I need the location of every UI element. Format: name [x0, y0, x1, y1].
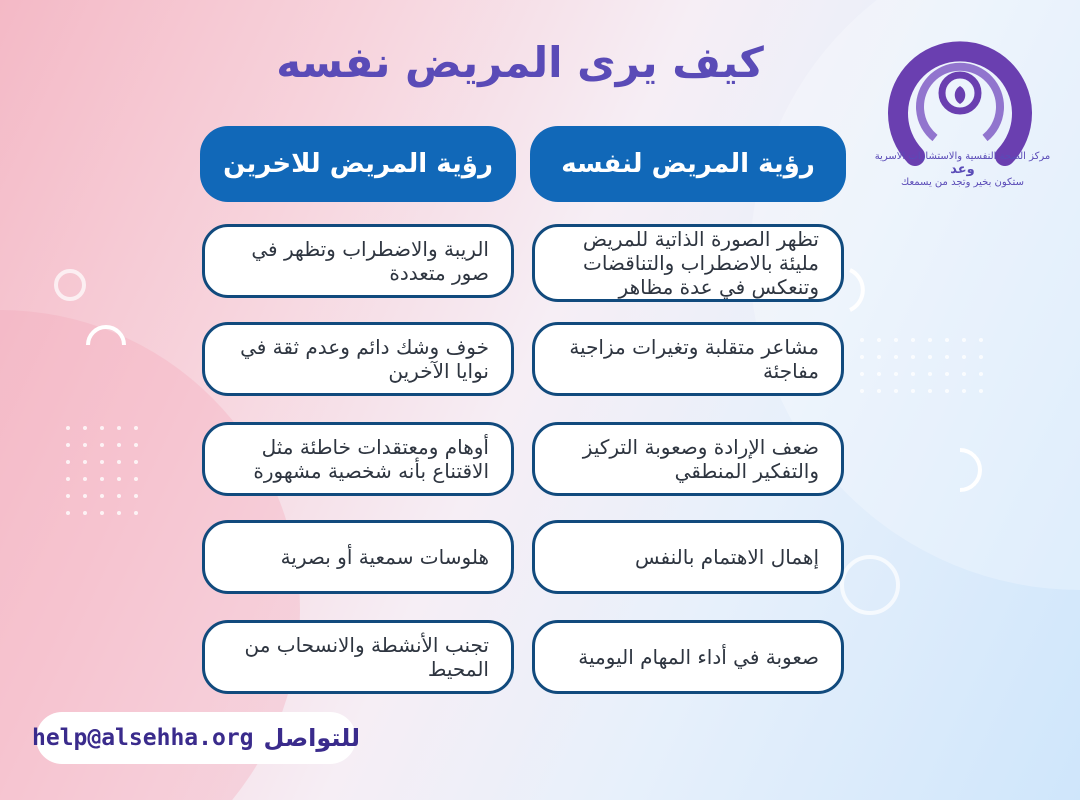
logo-slogan: ستكون بخير وتجد من يسمعك: [901, 177, 1024, 188]
others-item-1: الريبة والاضطراب وتظهر في صور متعددة: [202, 224, 514, 298]
contact-label: للتواصل: [263, 724, 361, 752]
others-item-5: تجنب الأنشطة والانسحاب من المحيط: [202, 620, 514, 694]
others-item-2: خوف وشك دائم وعدم ثقة في نوايا الآخرين: [202, 322, 514, 396]
logo-text: [855, 150, 1070, 189]
self-item-2: مشاعر متقلبة وتغيرات مزاجية مفاجئة: [532, 322, 844, 396]
others-item-4: هلوسات سمعية أو بصرية: [202, 520, 514, 594]
page-title: كيف يرى المريض نفسه: [276, 38, 764, 87]
contact-badge: [31, 712, 361, 764]
others-item-3: أوهام ومعتقدات خاطئة مثل الاقتناع بأنه شخصية مشهورة: [202, 422, 514, 496]
head-profile-icon: [898, 51, 1022, 156]
logo-brand: وعد: [950, 162, 975, 177]
self-view-header: رؤية المريض لنفسه: [530, 126, 846, 202]
self-item-4: إهمال الاهتمام بالنفس: [532, 520, 844, 594]
self-item-3: ضعف الإرادة وصعوبة التركيز والتفكير المنطقي: [532, 422, 844, 496]
logo-org-name: مركز الصحة النفسية والاستشارات الاسرية: [874, 151, 1051, 162]
self-item-1: تظهر الصورة الذاتية للمريض مليئة بالاضطراب والتناقضات وتنعكس في عدة مظاهر: [532, 224, 844, 302]
self-item-5: صعوبة في أداء المهام اليومية: [532, 620, 844, 694]
others-view-header: رؤية المريض للاخرين: [200, 126, 516, 202]
contact-email[interactable]: help@alsehha.org: [31, 725, 254, 751]
